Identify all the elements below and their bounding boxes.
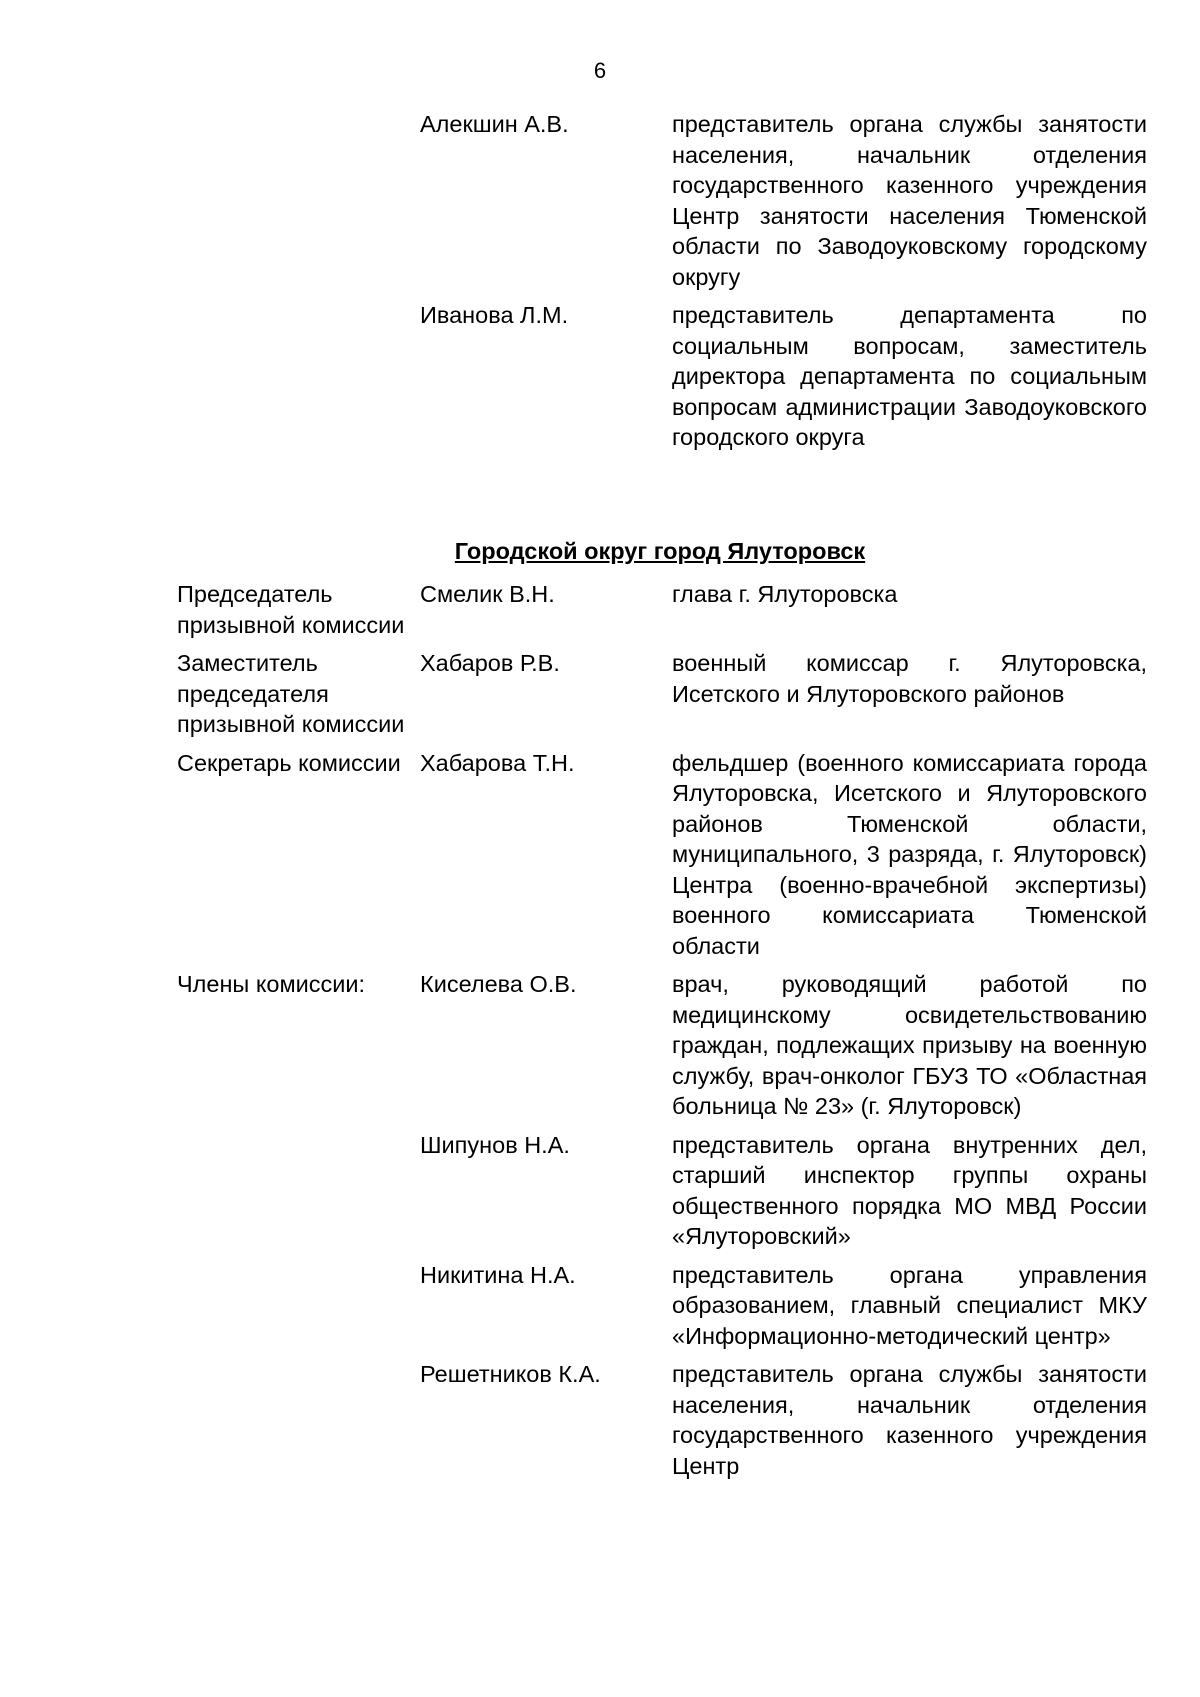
member-row xyxy=(177,109,1147,292)
member-position: глава г. Ялуторовска xyxy=(672,581,898,607)
member-row xyxy=(177,1359,1147,1481)
member-role xyxy=(177,1359,420,1481)
member-row xyxy=(177,300,1147,453)
member-position: представитель органа управления образованием, главный специалист МКУ «Информационно-методический центр» xyxy=(672,1261,1147,1349)
member-name: Алекшин А.В. xyxy=(420,111,569,137)
member-role xyxy=(177,300,420,453)
member-row xyxy=(177,579,1147,640)
member-role xyxy=(177,1260,420,1352)
section-heading-yalutorovsk: Городской округ город Ялуторовск xyxy=(454,538,866,564)
member-name: Киселева О.В. xyxy=(420,971,577,997)
member-position: фельдшер (военного комиссариата города Ялуторовска, Исетского и Ялуторовского районов Тюменской области, муниципального, 3 разряда, г. Ялуторовск) Центра (военно-врачебной экспертизы) военного комиссариата Тюменской области xyxy=(672,749,1147,959)
member-position: представитель органа службы занятости населения, начальник отделения государственного казенного учреждения Центр занятости населения Тюменской области по Заводоуковскому городскому округу xyxy=(672,111,1147,290)
member-position: представитель органа службы занятости населения, начальник отделения государственного казенного учреждения Центр xyxy=(672,1361,1147,1479)
member-role: Председатель призывной комиссии xyxy=(177,581,405,638)
member-row xyxy=(177,969,1147,1122)
member-name: Хабарова Т.Н. xyxy=(420,749,575,776)
member-name: Хабаров Р.В. xyxy=(420,650,560,676)
member-row xyxy=(177,648,1147,740)
member-position: врач, руководящий работой по медицинскому освидетельствованию граждан, подлежащих призыву на военную службу, врач-онколог ГБУЗ ТО «Областная больница № 23» (г. Ялуторовск) xyxy=(672,971,1147,1119)
page-number: 6 xyxy=(593,58,607,83)
member-role xyxy=(177,1130,420,1252)
commission-list-continued xyxy=(177,109,1147,461)
member-row xyxy=(177,748,1147,962)
member-row xyxy=(177,1130,1147,1252)
member-name: Никитина Н.А. xyxy=(420,1261,576,1288)
member-role xyxy=(177,109,420,292)
member-row xyxy=(177,1260,1147,1352)
member-role: Секретарь комиссии xyxy=(177,749,401,776)
member-role: Члены комиссии: xyxy=(177,971,366,997)
member-name: Решетников К.А. xyxy=(420,1361,601,1387)
member-name: Смелик В.Н. xyxy=(420,581,555,607)
member-name: Иванова Л.М. xyxy=(420,302,569,328)
member-position: представитель департамента по социальным вопросам, заместитель директора департамента по социальным вопросам администрации Заводоуковского городского округа xyxy=(672,302,1147,450)
commission-list-yalutorovsk xyxy=(177,579,1147,1489)
member-position: представитель органа внутренних дел, старший инспектор группы охраны общественного порядка МО МВД России «Ялуторовский» xyxy=(672,1131,1147,1249)
member-position: военный комиссар г. Ялуторовска, Исетского и Ялуторовского районов xyxy=(672,650,1147,707)
member-name: Шипунов Н.А. xyxy=(420,1131,570,1158)
member-role: Заместитель председателя призывной комиссии xyxy=(177,650,405,737)
